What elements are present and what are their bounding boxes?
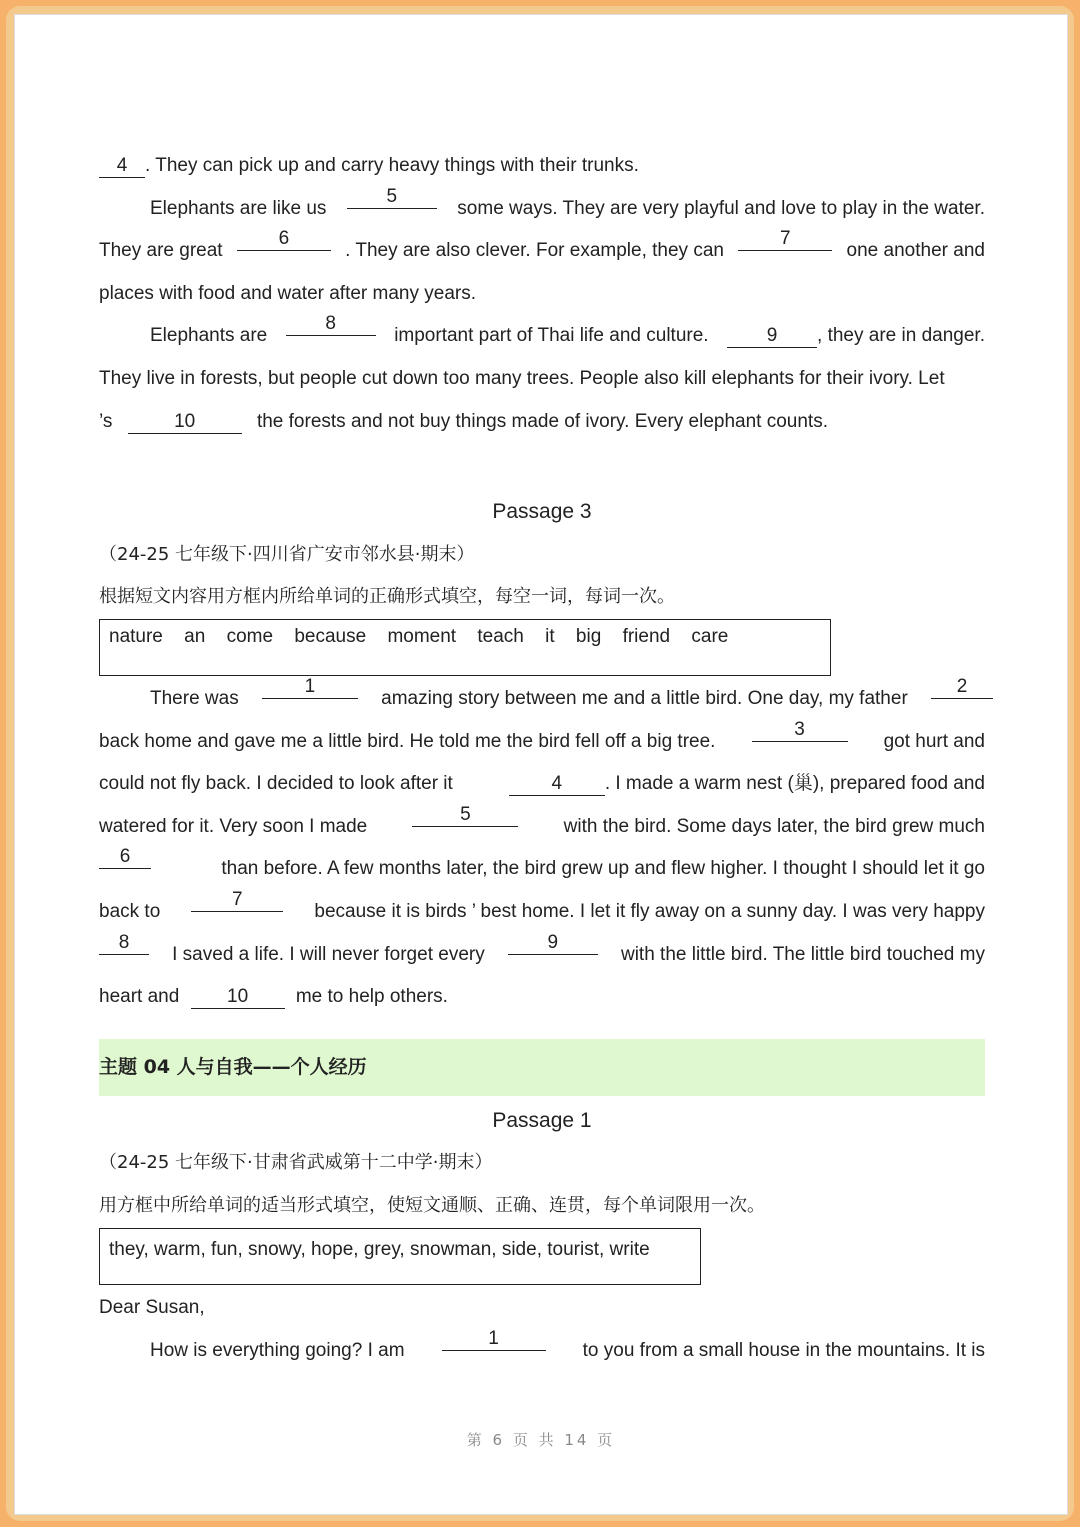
word-box-item: come [226, 625, 274, 647]
p3-line-1-a: There was [150, 687, 239, 709]
p1-line-1-a: How is everything going? I am [150, 1340, 405, 1362]
passage-3-source: （24-25 七年级下·四川省广安市邻水县·期末） [99, 543, 475, 565]
p2-line-6: They live in forests, but people cut down too many trees. People also kill elephants for their ivory. Let [99, 367, 945, 389]
p2-line-7-a: ’s [99, 410, 113, 432]
p3-line-3-c: . I made a warm nest (巢), prepared food and [604, 773, 985, 795]
theme-banner: 主题 04 人与自我——个人经历 [99, 1039, 985, 1096]
p3-line-5 [99, 846, 985, 889]
p3-line-6 [99, 889, 985, 932]
p3-blank-5: 5 [412, 804, 518, 827]
word-box-item: nature [109, 625, 163, 647]
p3-blank-10: 10 [191, 986, 285, 1009]
p2-line-5-c: important part of Thai life and culture. [394, 325, 709, 347]
p3-line-4-a: watered for it. Very soon I made [99, 815, 368, 837]
passage-3-title: Passage 3 [492, 500, 592, 524]
word-box-item: an [184, 625, 206, 647]
p3-line-4 [99, 804, 985, 847]
word-box-item: care [691, 625, 729, 647]
p3-line-8 [99, 974, 985, 1017]
p2-line-2-a: Elephants are like us [150, 197, 327, 219]
p1-line-1-c: to you from a small house in the mountains. It is [582, 1340, 985, 1362]
p2-line-2-c: some ways. They are very playful and love to play in the water. [457, 197, 985, 219]
p2-blank-5: 5 [347, 186, 437, 209]
p3-line-2 [99, 719, 985, 762]
p2-blank-10: 10 [128, 411, 242, 434]
p3-blank-4: 4 [509, 773, 605, 796]
passage-1-source: （24-25 七年级下·甘肃省武威第十二中学·期末） [99, 1152, 493, 1174]
p2-blank-8: 8 [286, 313, 376, 336]
p3-line-3-a: could not fly back. I decided to look after it [99, 773, 453, 795]
word-box-item: moment [387, 625, 457, 647]
word-box-item: friend [622, 625, 671, 647]
p3-line-7-d: with the little bird. The little bird touched my [620, 943, 985, 965]
p3-line-7 [99, 932, 985, 975]
p2-line-2 [99, 186, 985, 229]
p3-blank-3: 3 [752, 719, 848, 742]
p3-blank-1: 1 [262, 676, 358, 699]
word-box-item: big [575, 625, 602, 647]
p2-line-5-a: Elephants are [150, 325, 268, 347]
p2-blank-9: 9 [727, 325, 817, 348]
p2-line-3-d: one another and [846, 240, 985, 262]
passage-3-word-box [99, 619, 831, 676]
p3-line-6-a: back to [99, 900, 161, 922]
p3-blank-9: 9 [508, 932, 598, 955]
p2-line-1-text: . They can pick up and carry heavy things with their trunks. [145, 155, 639, 176]
p2-line-7 [99, 399, 985, 442]
p3-line-6-c: because it is birds ’ best home. I let it fly away on a sunny day. I was very happy [314, 900, 985, 922]
p2-blank-4: 4 [99, 155, 145, 178]
p3-line-2-a: back home and gave me a little bird. He told me the bird fell off a big tree. [99, 730, 716, 752]
p3-line-7-c: I saved a life. I will never forget every [172, 943, 485, 965]
p3-blank-6: 6 [99, 846, 151, 869]
p2-blank-6: 6 [237, 228, 331, 251]
word-box-item: teach [477, 625, 524, 647]
p3-blank-2: 2 [931, 676, 993, 699]
p3-line-4-c: with the bird. Some days later, the bird grew much [563, 815, 985, 837]
p3-line-2-c: got hurt and [883, 730, 985, 752]
p3-line-8-c: me to help others. [295, 986, 448, 1008]
p2-blank-7: 7 [738, 228, 832, 251]
passage-1-instruction: 用方框中所给单词的适当形式填空，使短文通顺、正确、连贯，每个单词限用一次。 [99, 1194, 765, 1216]
p3-line-8-a: heart and [99, 986, 180, 1008]
p2-line-3-c: . They are also clever. For example, they can [345, 240, 724, 262]
p1-blank-1: 1 [442, 1328, 546, 1351]
word-box-item: because [294, 625, 367, 647]
p2-line-1 [99, 143, 985, 186]
p3-line-1-c: amazing story between me and a little bird. One day, my father [381, 687, 908, 709]
word-box-item: it [545, 625, 555, 647]
letter-greeting: Dear Susan, [99, 1297, 205, 1319]
p3-blank-7: 7 [191, 889, 283, 912]
page-content [99, 143, 985, 1371]
p3-line-5-c: than before. A few months later, the bird grew up and flew higher. I thought I should let it go [221, 858, 985, 880]
p2-line-4: places with food and water after many years. [99, 282, 477, 304]
p2-line-5 [99, 313, 985, 356]
passage-3-instruction: 根据短文内容用方框内所给单词的正确形式填空，每空一词，每词一次。 [99, 586, 675, 608]
p3-line-1 [99, 676, 993, 719]
page-number-footer: 第 6 页 共 14 页 [466, 1431, 616, 1449]
passage-1-word-box: they, warm, fun, snowy, hope, grey, snowman, side, tourist, write [99, 1228, 701, 1285]
p3-line-3 [99, 761, 985, 804]
p2-line-5-d: , they are in danger. [817, 325, 985, 347]
p2-line-7-c: the forests and not buy things made of ivory. Every elephant counts. [256, 410, 828, 432]
document-page [14, 14, 1068, 1515]
passage-1-title: Passage 1 [492, 1108, 592, 1132]
p3-blank-8: 8 [99, 932, 149, 955]
p2-line-3 [99, 228, 985, 271]
p1-line-1 [99, 1328, 985, 1371]
p2-line-3-a: They are great [99, 240, 223, 262]
